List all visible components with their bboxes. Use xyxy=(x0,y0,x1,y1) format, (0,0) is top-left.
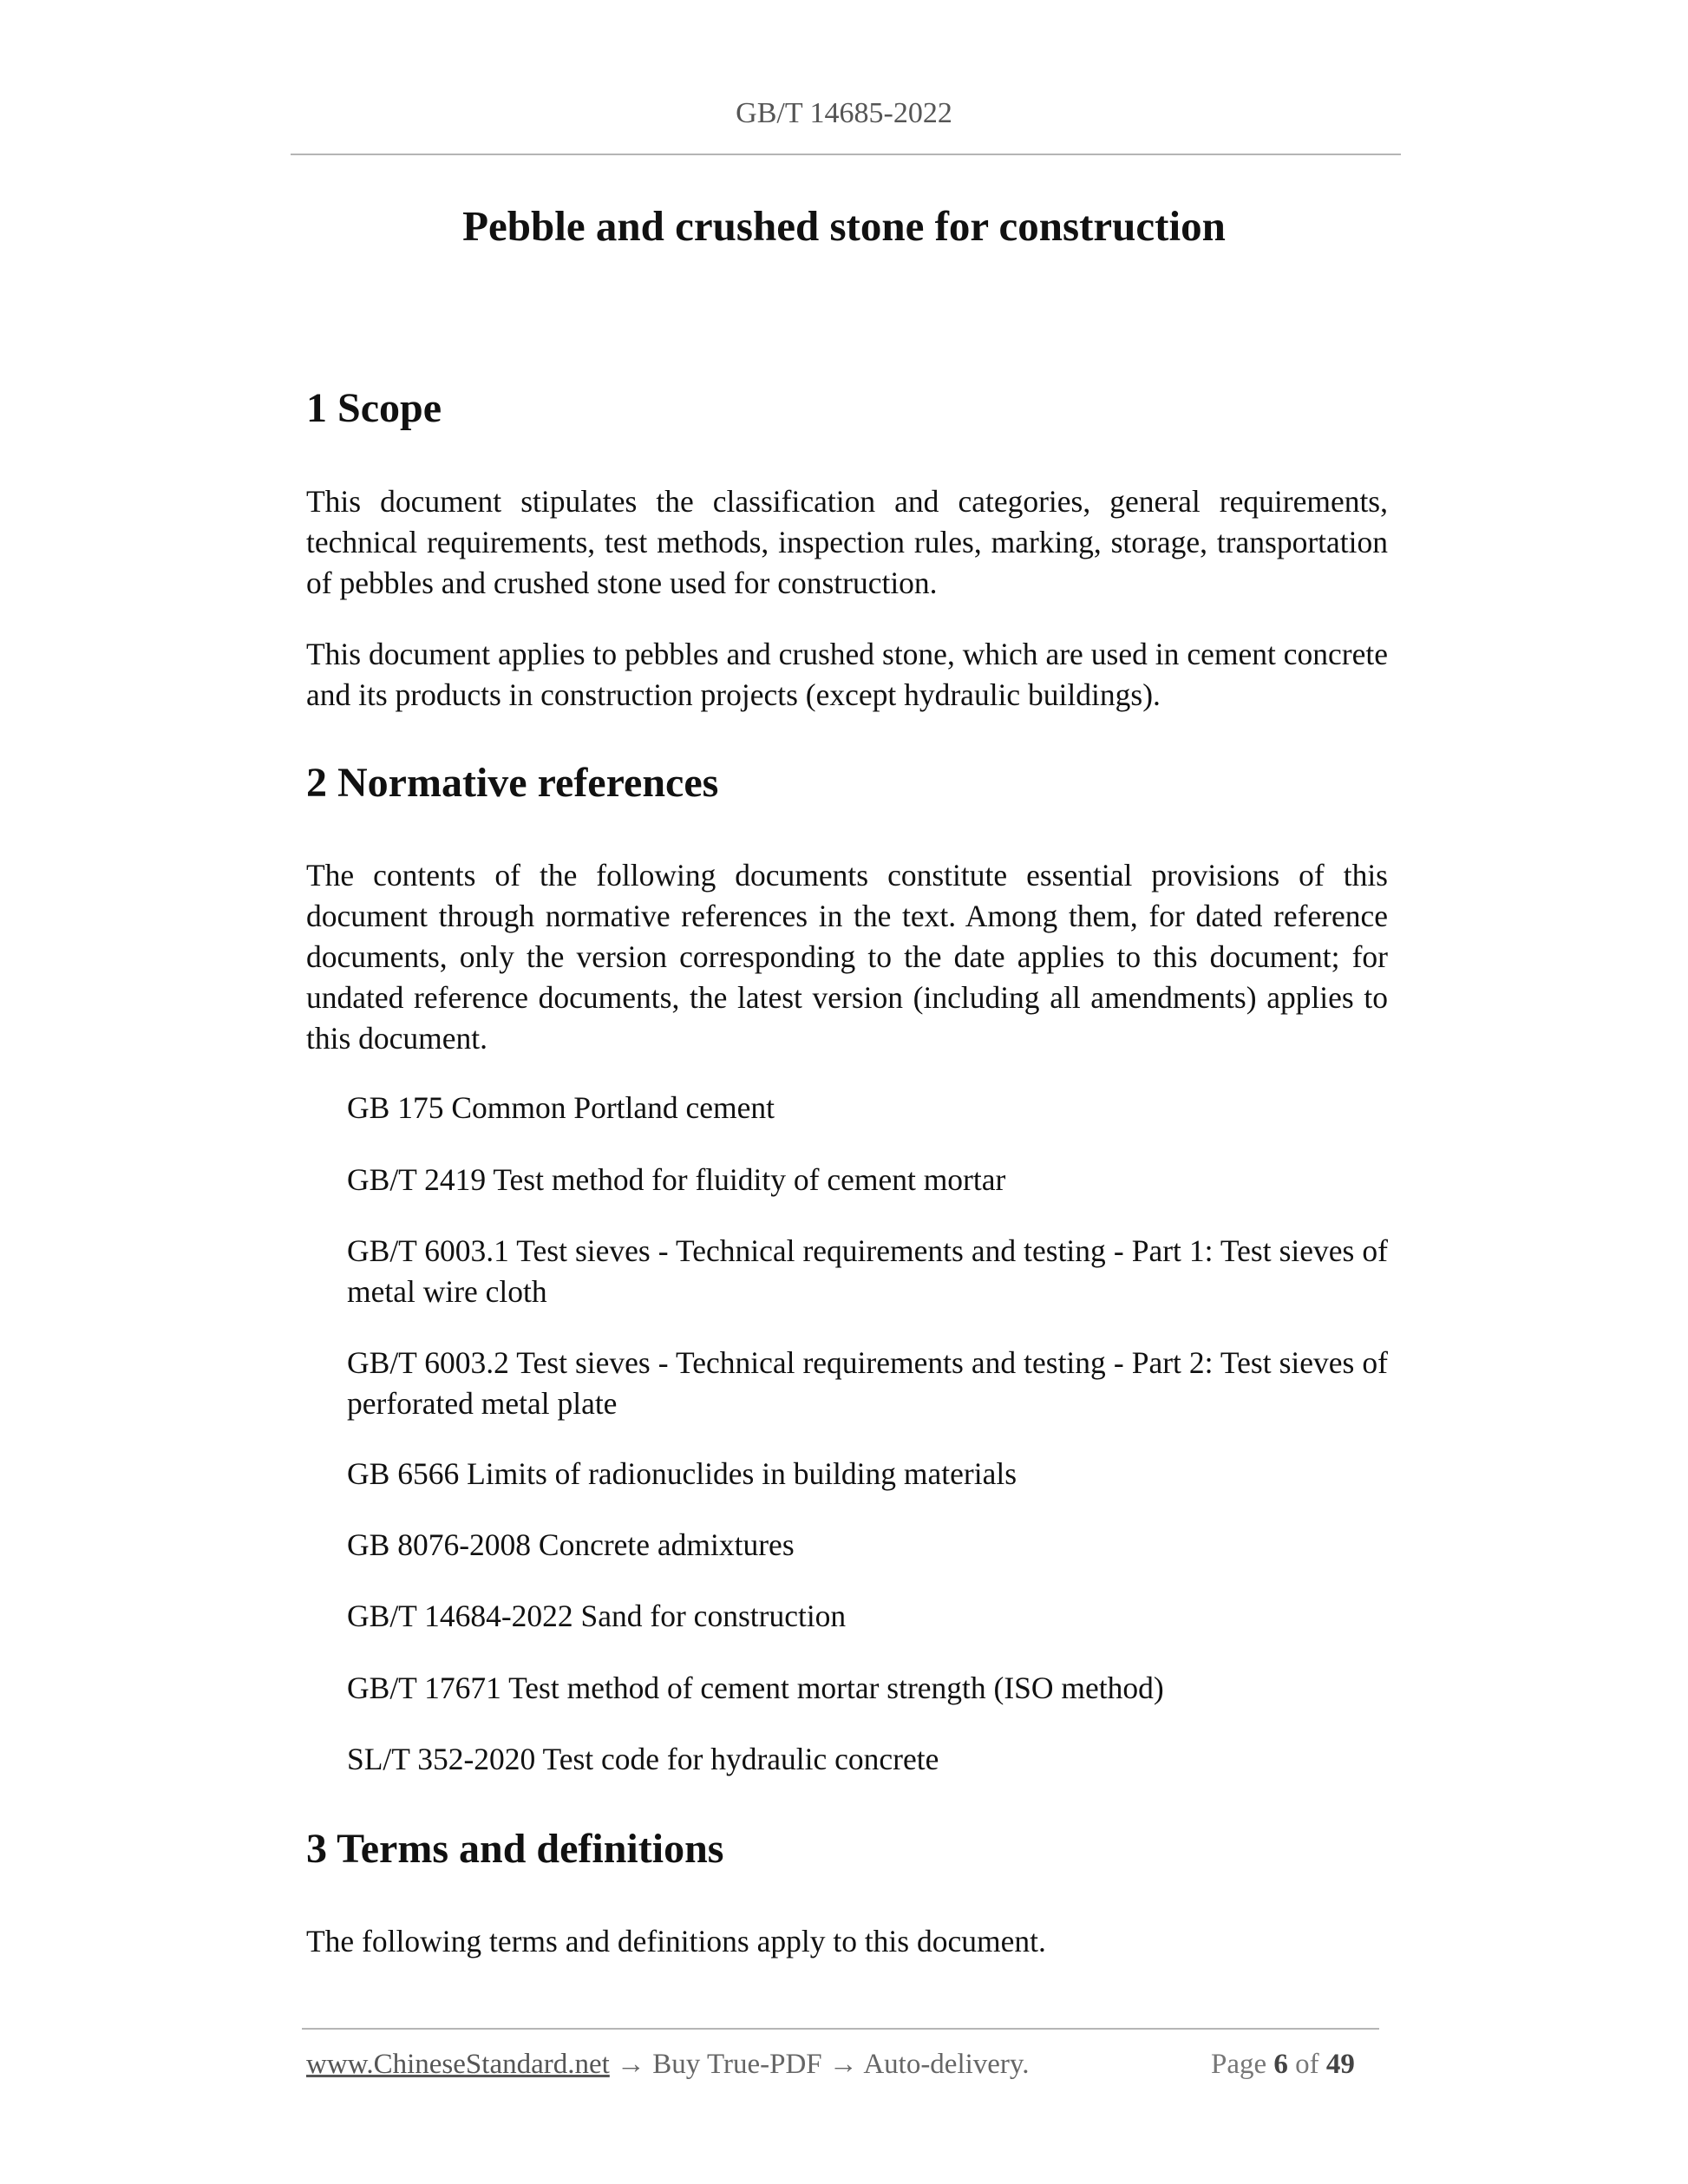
page-label: Page xyxy=(1211,2049,1267,2080)
reference-item: GB/T 14684-2022 Sand for construction xyxy=(347,1599,847,1633)
page-number: 6 xyxy=(1273,2049,1288,2080)
reference-item: GB/T 6003.2 Test sieves - Technical requirements and testing - Part 2: Test sieves of perforated metal plate xyxy=(347,1345,1388,1421)
site-link[interactable]: www.ChineseStandard.net xyxy=(306,2049,610,2080)
reference-item: GB/T 2419 Test method for fluidity of cement mortar xyxy=(347,1162,1006,1197)
of-label: of xyxy=(1295,2049,1319,2080)
section-heading-scope: 1 Scope xyxy=(306,385,442,431)
footer-divider xyxy=(302,2028,1379,2030)
scope-paragraph: This document stipulates the classification and categories, general requirements, technical requirements, test methods, inspection rules, marking, storage, transportation of pebbles and crushed stone used for construction. xyxy=(306,484,1388,600)
document-title: Pebble and crushed stone for construction xyxy=(462,202,1226,250)
reference-item: GB 175 Common Portland cement xyxy=(347,1090,775,1125)
arrow-right-icon: → xyxy=(828,2049,858,2080)
delivery-text: Auto-delivery. xyxy=(863,2049,1030,2080)
reference-item: SL/T 352-2020 Test code for hydraulic concrete xyxy=(347,1742,939,1776)
reference-item: GB/T 6003.1 Test sieves - Technical requirements and testing - Part 1: Test sieves of metal wire cloth xyxy=(347,1233,1388,1309)
standard-code-header: GB/T 14685-2022 xyxy=(736,97,952,129)
page-indicator xyxy=(1211,2049,1355,2081)
arrow-right-icon: → xyxy=(617,2049,646,2080)
scope-paragraph: This document applies to pebbles and crushed stone, which are used in cement concrete and its products in construction projects (except hydraulic buildings). xyxy=(306,637,1388,712)
reference-item: GB 8076-2008 Concrete admixtures xyxy=(347,1527,795,1562)
reference-item: GB 6566 Limits of radionuclides in building materials xyxy=(347,1456,1017,1491)
normative-intro-paragraph: The contents of the following documents constitute essential provisions of this document through normative references in the text. Among them, for dated reference documents, only the version corresponding to the date applies to this document; for undated reference documents, the latest version (including all amendments) applies to this document. xyxy=(306,858,1388,1056)
section-heading-terms: 3 Terms and definitions xyxy=(306,1826,724,1872)
header-divider xyxy=(291,154,1401,155)
total-pages: 49 xyxy=(1325,2049,1355,2080)
footer-promo xyxy=(306,2049,1030,2081)
buy-text: Buy True-PDF xyxy=(652,2049,822,2080)
terms-paragraph: The following terms and definitions apply to this document. xyxy=(306,1924,1046,1958)
section-heading-normative-references: 2 Normative references xyxy=(306,760,719,806)
reference-item: GB/T 17671 Test method of cement mortar strength (ISO method) xyxy=(347,1671,1164,1705)
